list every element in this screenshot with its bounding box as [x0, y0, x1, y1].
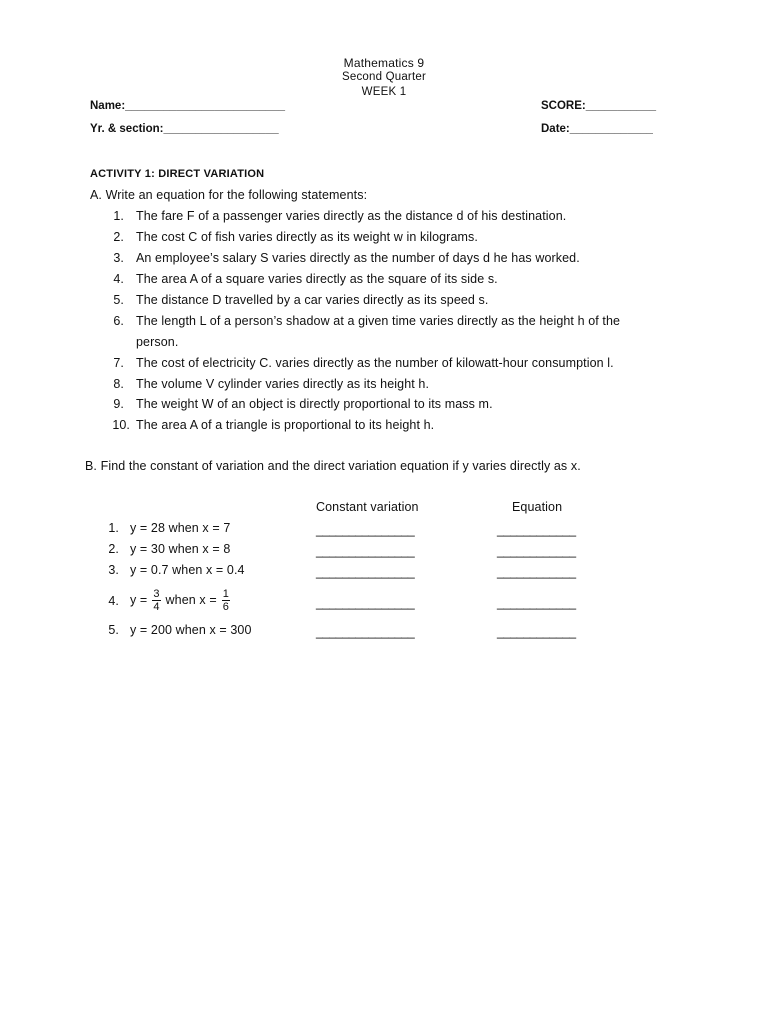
list-item: The volume V cylinder varies directly as its height h.	[136, 377, 430, 391]
list-item-number: 6.	[113, 314, 124, 328]
list-item-number: 10.	[112, 418, 130, 432]
list-item: The distance D travelled by a car varies directly as its speed s.	[136, 293, 489, 307]
list-item-number: 3.	[113, 251, 124, 265]
list-item: The cost of electricity C. varies directly as the number of kilowatt-hour consumption l.	[136, 356, 614, 370]
part-a-instruction: A. Write an equation for the following statements:	[90, 188, 368, 202]
list-item: The weight W of an object is directly proportional to its mass m.	[136, 397, 493, 411]
problem-number: 4.	[108, 594, 119, 608]
y-equals-label: y =	[130, 593, 148, 607]
list-item: The fare F of a passenger varies directly as the distance d of his destination.	[136, 209, 567, 223]
problem-text-fraction	[130, 583, 232, 617]
section-field: Yr. & section:__________________	[90, 123, 279, 135]
problem-text: y = 28 when x = 7	[130, 521, 231, 535]
list-item: An employee’s salary S varies directly as the number of days d he has worked.	[136, 251, 580, 265]
equation-blank[interactable]: ____________	[497, 565, 576, 579]
week-title: WEEK 1	[361, 86, 407, 98]
problem-text: y = 200 when x = 300	[130, 623, 252, 637]
equation-blank[interactable]: ____________	[497, 596, 576, 610]
list-item-number: 4.	[113, 272, 124, 286]
list-item-number: 8.	[113, 377, 124, 391]
constant-blank[interactable]: _______________	[316, 544, 415, 558]
x-numerator: 1	[222, 587, 229, 600]
list-item: The area A of a triangle is proportional to its height h.	[136, 418, 435, 432]
y-numerator: 3	[153, 587, 160, 600]
list-item-continuation: person.	[136, 335, 179, 349]
equation-blank[interactable]: ____________	[497, 625, 576, 639]
equation-blank[interactable]: ____________	[497, 523, 576, 537]
list-item: The cost C of fish varies directly as its weight w in kilograms.	[136, 230, 478, 244]
subject-title: Mathematics 9	[343, 56, 425, 70]
problem-number: 2.	[108, 542, 119, 556]
name-field: Name:_________________________	[90, 100, 286, 112]
list-item: The length L of a person’s shadow at a given time varies directly as the height h of the	[136, 314, 621, 328]
list-item-number: 7.	[113, 356, 124, 370]
list-item-number: 1.	[113, 209, 124, 223]
problem-number: 5.	[108, 623, 119, 637]
y-denominator: 4	[153, 600, 160, 613]
quarter-title: Second Quarter	[342, 71, 426, 83]
list-item-number: 9.	[113, 397, 124, 411]
x-denominator: 6	[222, 600, 229, 613]
problem-text: y = 0.7 when x = 0.4	[130, 563, 245, 577]
part-b-instruction: B. Find the constant of variation and the direct variation equation if y varies directly as x.	[85, 459, 581, 473]
x-equals-label: when x =	[165, 593, 217, 607]
x-fraction	[222, 588, 230, 613]
y-fraction	[152, 588, 160, 613]
problem-number: 1.	[108, 521, 119, 535]
problem-number: 3.	[108, 563, 119, 577]
list-item-number: 5.	[113, 293, 124, 307]
problem-text: y = 30 when x = 8	[130, 542, 231, 556]
constant-blank[interactable]: _______________	[316, 565, 415, 579]
list-item: The area A of a square varies directly as the square of its side s.	[136, 272, 498, 286]
list-item-number: 2.	[113, 230, 124, 244]
activity-title: ACTIVITY 1: DIRECT VARIATION	[90, 168, 265, 180]
constant-blank[interactable]: _______________	[316, 596, 415, 610]
column-header-equation: Equation	[512, 500, 563, 514]
equation-blank[interactable]: ____________	[497, 544, 576, 558]
constant-blank[interactable]: _______________	[316, 523, 415, 537]
column-header-constant: Constant variation	[316, 500, 419, 514]
date-field: Date:_____________	[541, 123, 653, 135]
constant-blank[interactable]: _______________	[316, 625, 415, 639]
score-field: SCORE:___________	[541, 100, 657, 112]
